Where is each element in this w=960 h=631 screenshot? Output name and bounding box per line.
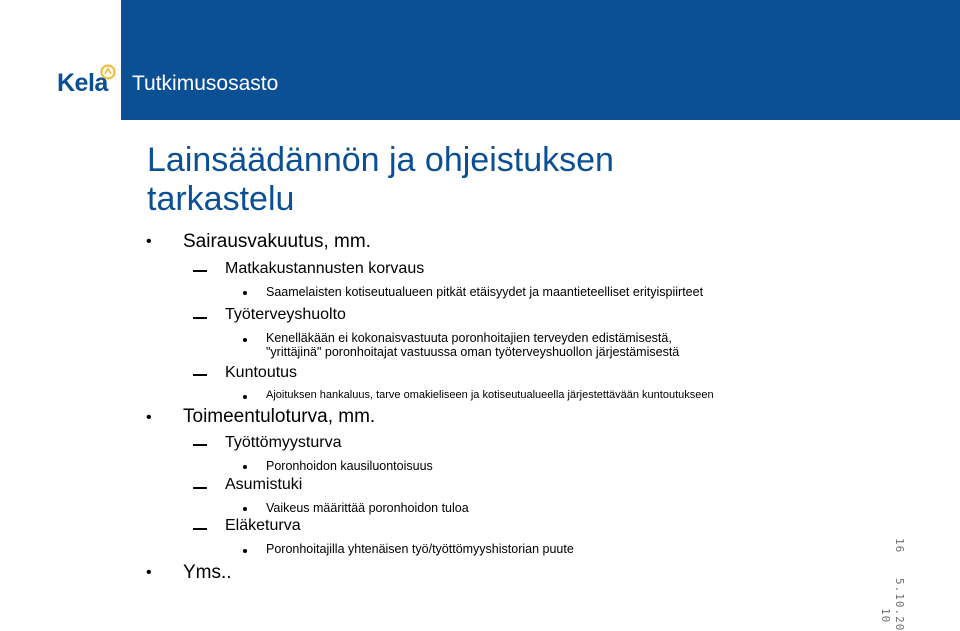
list-item-level1: Toimeentuloturva, mm. [183,406,376,427]
list-item-level3: Poronhoidon kausiluontoisuus [266,459,433,473]
dot-icon [243,465,247,469]
dot-icon [243,338,247,342]
title-line-1: Lainsäädännön ja ohjeistuksen [147,141,614,179]
bullet-icon: • [146,233,152,250]
dash-icon [193,270,207,272]
list-item-level2: Matkakustannusten korvaus [225,260,425,277]
list-item-level2: Asumistuki [225,476,303,493]
slide-date: 5.10.20 [893,578,906,631]
dash-icon [193,444,207,446]
header-band [121,0,960,120]
list-item-level2: Eläketurva [225,517,301,534]
list-item-level3: Vaikeus määrittää poronhoidon tuloa [266,501,469,515]
dash-icon [193,528,207,530]
bullet-icon: • [146,564,152,581]
slide-header [0,0,960,120]
list-item-level3: Kenelläkään ei kokonaisvastuuta poronhoitajien terveyden edistämisestä, [266,331,672,345]
list-item-level3: Saamelaisten kotiseutualueen pitkät etäisyydet ja maantieteelliset erityispiirteet [266,285,704,299]
list-item-level2: Kuntoutus [225,364,298,381]
dash-icon [193,487,207,489]
list-item-level2: Työttömyysturva [225,434,342,451]
dot-icon [243,549,247,553]
list-item-level1: Sairausvakuutus, mm. [183,231,371,252]
dot-icon [243,291,247,295]
slide-date-line2: 10 [879,608,892,624]
logo-area [0,0,119,120]
unit-title: Tutkimusosasto [132,72,279,95]
dash-icon [193,317,207,319]
list-item-level2: Työterveyshuolto [225,306,346,323]
logo-mark-icon [100,64,116,80]
slide-title [147,141,747,219]
dash-icon [193,374,207,376]
bullet-icon: • [146,409,152,426]
list-item-level3: Poronhoitajilla yhtenäisen työ/työttömyyshistorian puute [266,542,574,556]
dot-icon [243,507,247,511]
list-item-level1: Yms.. [183,562,232,583]
title-line-2: tarkastelu [147,180,295,218]
list-item-level3-continuation: "yrittäjinä" poronhoitajat vastuussa oman työterveyshuollon järjestämisestä [266,345,680,359]
dot-icon [243,395,247,399]
page-number: 16 [893,538,906,554]
list-item-level3: Ajoituksen hankaluus, tarve omakieliseen ja kotiseutualueella järjestettävään kuntoutukseen [266,389,714,401]
kela-logo: Kela [57,69,108,97]
